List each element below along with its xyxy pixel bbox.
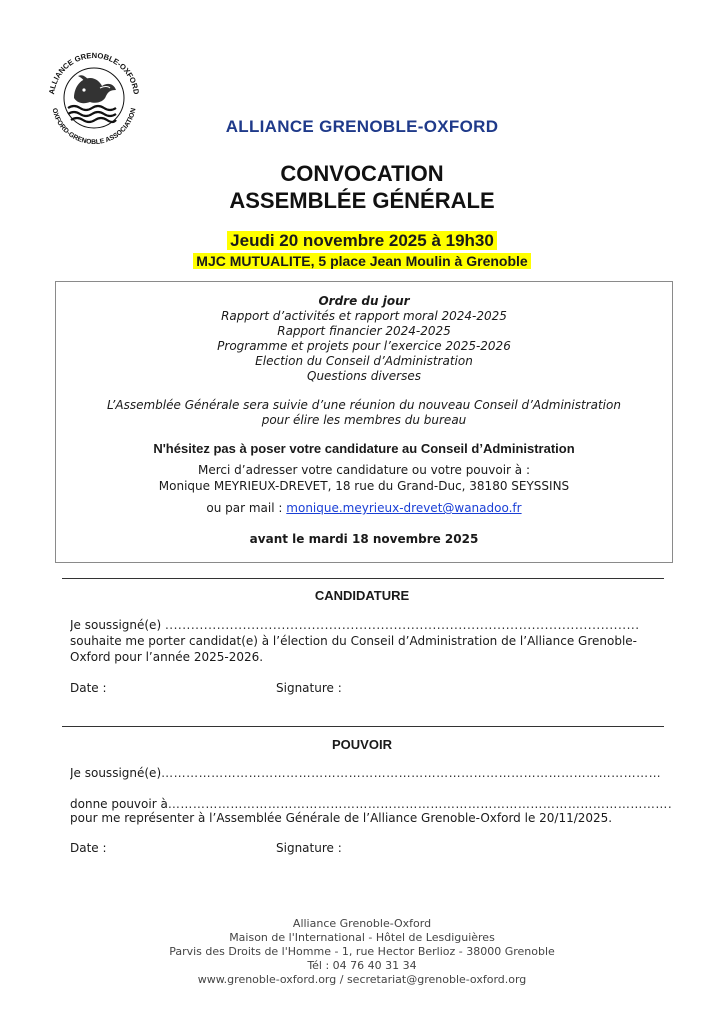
- mail-prefix: ou par mail :: [206, 501, 283, 515]
- meeting-date-text: Jeudi 20 novembre 2025 à 19h30: [227, 231, 497, 250]
- footer-org: Alliance Grenoble-Oxford: [292, 917, 432, 930]
- page-title-assembly: ASSEMBLÉE GÉNÉRALE: [229, 188, 495, 213]
- candidature-date-field[interactable]: Date :: [70, 681, 107, 695]
- footer-web: www.grenoble-oxford.org / secretariat@grenoble-oxford.org: [197, 973, 527, 986]
- send-address: Monique MEYRIEUX-DREVET, 18 rue du Grand-Duc, 38180 SEYSSINS: [158, 479, 570, 493]
- agenda-item: Election du Conseil d’Administration: [255, 354, 473, 368]
- dolphin-emblem-icon: [38, 42, 150, 154]
- fill-line: ………………………………………………………………………………………………………….: [167, 797, 673, 811]
- footer: [0, 917, 724, 987]
- section-divider: [62, 578, 664, 579]
- candidature-signature-field[interactable]: Signature :: [276, 681, 342, 695]
- agenda-note: pour élire les membres du bureau: [261, 413, 467, 427]
- pouvoir-proxy-label: donne pouvoir à: [70, 797, 168, 811]
- agenda-title: Ordre du jour: [318, 294, 410, 308]
- candidature-name-label: Je soussigné(e): [70, 618, 162, 632]
- deadline: avant le mardi 18 novembre 2025: [249, 532, 479, 546]
- organization-title: ALLIANCE GRENOBLE-OXFORD: [225, 117, 499, 136]
- fill-line: ..............................................................................................................: [164, 618, 640, 632]
- mail-link[interactable]: monique.meyrieux-drevet@wanadoo.fr: [286, 501, 522, 515]
- agenda-item: Rapport financier 2024-2025: [277, 324, 451, 338]
- send-instructions: Merci d’adresser votre candidature ou votre pouvoir à :: [198, 463, 530, 477]
- agenda-box: [55, 281, 673, 563]
- pouvoir-date-field[interactable]: Date :: [70, 841, 107, 855]
- footer-building: Maison de l'International - Hôtel de Lesdiguières: [229, 931, 495, 944]
- pouvoir-heading: POUVOIR: [332, 737, 392, 752]
- candidature-text: Oxford pour l’année 2025-2026.: [70, 650, 264, 664]
- mail-line: [56, 500, 672, 516]
- footer-address: Parvis des Droits de l'Homme - 1, rue Hector Berlioz - 38000 Grenoble: [169, 945, 555, 958]
- pouvoir-text: pour me représenter à l’Assemblée Générale de l’Alliance Grenoble-Oxford le 20/11/2025.: [70, 811, 613, 825]
- svg-text:OXFORD-GRENOBLE ASSOCIATION: OXFORD-GRENOBLE ASSOCIATION: [50, 107, 138, 147]
- candidacy-call: N'hésitez pas à poser votre candidature au Conseil d’Administration: [153, 441, 575, 456]
- candidature-name-field[interactable]: [70, 617, 675, 633]
- agenda-note: L’Assemblée Générale sera suivie d’une réunion du nouveau Conseil d’Administration: [107, 398, 621, 412]
- agenda-item: Programme et projets pour l’exercice 2025-2026: [217, 339, 511, 353]
- page-title-convocation: CONVOCATION: [280, 161, 444, 186]
- agenda-item: Rapport d’activités et rapport moral 2024-2025: [221, 309, 507, 323]
- meeting-date: [0, 231, 724, 251]
- logo: [38, 42, 150, 154]
- pouvoir-name-field[interactable]: [70, 765, 675, 781]
- candidature-heading: CANDIDATURE: [314, 588, 410, 603]
- pouvoir-signature-field[interactable]: Signature :: [276, 841, 342, 855]
- candidature-text: souhaite me porter candidat(e) à l’élection du Conseil d’Administration de l’Alliance Grenoble-: [70, 634, 637, 648]
- footer-phone: Tél : 04 76 40 31 34: [307, 959, 417, 972]
- fill-line: …………………………………………………………………………………………………………: [161, 766, 662, 780]
- section-divider: [62, 726, 664, 727]
- agenda-item: Questions diverses: [307, 369, 421, 383]
- svg-text:ALLIANCE GRENOBLE-OXFORD: ALLIANCE GRENOBLE-OXFORD: [47, 50, 141, 95]
- pouvoir-name-label: Je soussigné(e): [70, 766, 162, 780]
- meeting-place: [0, 251, 724, 270]
- meeting-place-text: MJC MUTUALITE, 5 place Jean Moulin à Grenoble: [193, 253, 530, 269]
